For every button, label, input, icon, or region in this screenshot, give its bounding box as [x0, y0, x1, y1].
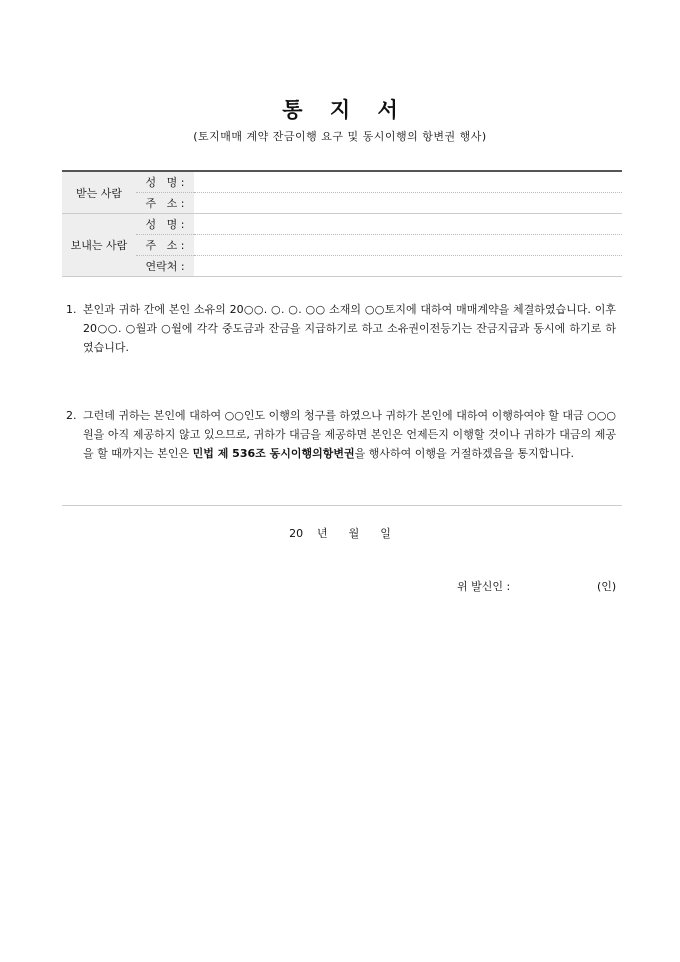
recipient-name-field[interactable] [194, 171, 622, 193]
paragraph-1-text: 본인과 귀하 간에 본인 소유의 20○○. ○. ○. ○○ 소재의 ○○토지에 대하여 매매계약을 체결하였습니다. 이후 20○○. ○월과 ○월에 각각 중도금과 잔금을 지급하기로 하고 소유권이전등기는 잔금지급과 동시에 하기로 하였습니다. [83, 303, 616, 354]
paragraph-2-text [83, 406, 616, 463]
date-line: 20 년 월 일 [289, 527, 391, 540]
recipient-address-field[interactable] [194, 193, 622, 214]
legal-reference: 민법 제 536조 동시이행의항변권 [192, 447, 355, 460]
paragraph-2-text-end: 을 행사하여 이행을 거절하겠음을 통지합니다. [354, 447, 574, 460]
sender-group-label: 보내는 사람 [62, 214, 136, 277]
party-info-table [62, 170, 622, 277]
sender-contact-field[interactable] [194, 256, 622, 277]
recipient-name-label: 성 명 : [136, 171, 194, 193]
seal-mark: (인) [597, 580, 617, 593]
paragraph-2-number: 2. [66, 409, 77, 422]
sender-address-field[interactable] [194, 235, 622, 256]
sender-name-label: 성 명 : [136, 214, 194, 235]
document-title: 통 지 서 [282, 98, 408, 122]
sender-contact-label: 연락처 : [136, 256, 194, 277]
section-divider [62, 505, 622, 506]
sender-name-field[interactable] [194, 214, 622, 235]
paragraph-2-text-start: 그런데 귀하는 본인에 대하여 ○○인도 이행의 청구를 하였으나 귀하가 본인에 대하여 이행하여야 할 대금 ○○○원을 아직 제공하지 않고 있으므로, 귀하가 대금을 제공하면 본인은 언제든지 이행할 것이나 귀하가 대금의 제공을 할 때까지는 본인은 [83, 409, 616, 460]
recipient-group-label: 받는 사람 [62, 171, 136, 214]
sender-signature-label: 위 발신인 : [457, 580, 511, 593]
recipient-address-label: 주 소 : [136, 193, 194, 214]
paragraph-1 [66, 300, 616, 357]
sender-address-label: 주 소 : [136, 235, 194, 256]
document-subtitle: (토지매매 계약 잔금이행 요구 및 동시이행의 항변권 행사) [193, 130, 487, 143]
paragraph-2 [66, 406, 616, 463]
paragraph-1-number: 1. [66, 303, 77, 316]
